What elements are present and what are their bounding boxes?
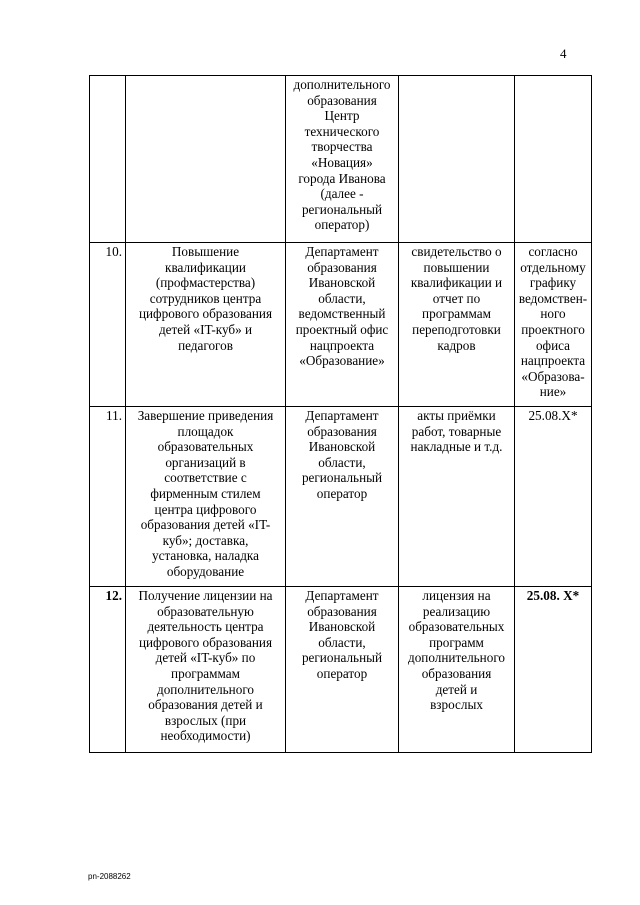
row-number: 12. — [90, 587, 126, 753]
table-row — [90, 76, 592, 243]
event-cell: Повышение квалификации (профмастерства) сотрудников центра цифрового образования детей «IT-куб» и педагогов — [126, 243, 286, 407]
responsible-cell: Департамент образования Ивановской области, региональный оператор — [286, 407, 399, 587]
result-cell: свидетельство о повышении квалификации и отчет по программам переподготовки кадров — [399, 243, 515, 407]
deadline-cell: 25.08. Х* — [515, 587, 592, 753]
row-number: 11. — [90, 407, 126, 587]
event-cell: Завершение приведения площадок образовательных организаций в соответствие с фирменным стилем центра цифрового образования детей «IT- куб»; доставка, установка, наладка оборудование — [126, 407, 286, 587]
page-number: 4 — [560, 46, 567, 61]
deadline-cell: согласно отдельному графику ведомствен- ного проектного офиса нацпроекта «Образова- ние» — [515, 243, 592, 407]
document-code: pn-2088262 — [88, 872, 131, 881]
result-cell — [399, 76, 515, 243]
table-row — [90, 407, 592, 587]
row-number: 10. — [90, 243, 126, 407]
table-row — [90, 587, 592, 753]
deadline-cell: 25.08.Х* — [515, 407, 592, 587]
responsible-cell: Департамент образования Ивановской области, региональный оператор — [286, 587, 399, 753]
responsible-cell: дополнительного образования Центр технического творчества «Новация» города Иванова (далее - региональный оператор) — [286, 76, 399, 243]
row-number — [90, 76, 126, 243]
deadline-cell — [515, 76, 592, 243]
table-row — [90, 243, 592, 407]
event-cell — [126, 76, 286, 243]
responsible-cell: Департамент образования Ивановской области, ведомственный проектный офис нацпроекта «Образование» — [286, 243, 399, 407]
result-cell: лицензия на реализацию образовательных программ дополнительного образования детей и взрослых — [399, 587, 515, 753]
result-cell: акты приёмки работ, товарные накладные и т.д. — [399, 407, 515, 587]
event-cell: Получение лицензии на образовательную деятельность центра цифрового образования детей «IT-куб» по программам дополнительного образования детей и взрослых (при необходимости) — [126, 587, 286, 753]
events-table — [89, 75, 592, 753]
